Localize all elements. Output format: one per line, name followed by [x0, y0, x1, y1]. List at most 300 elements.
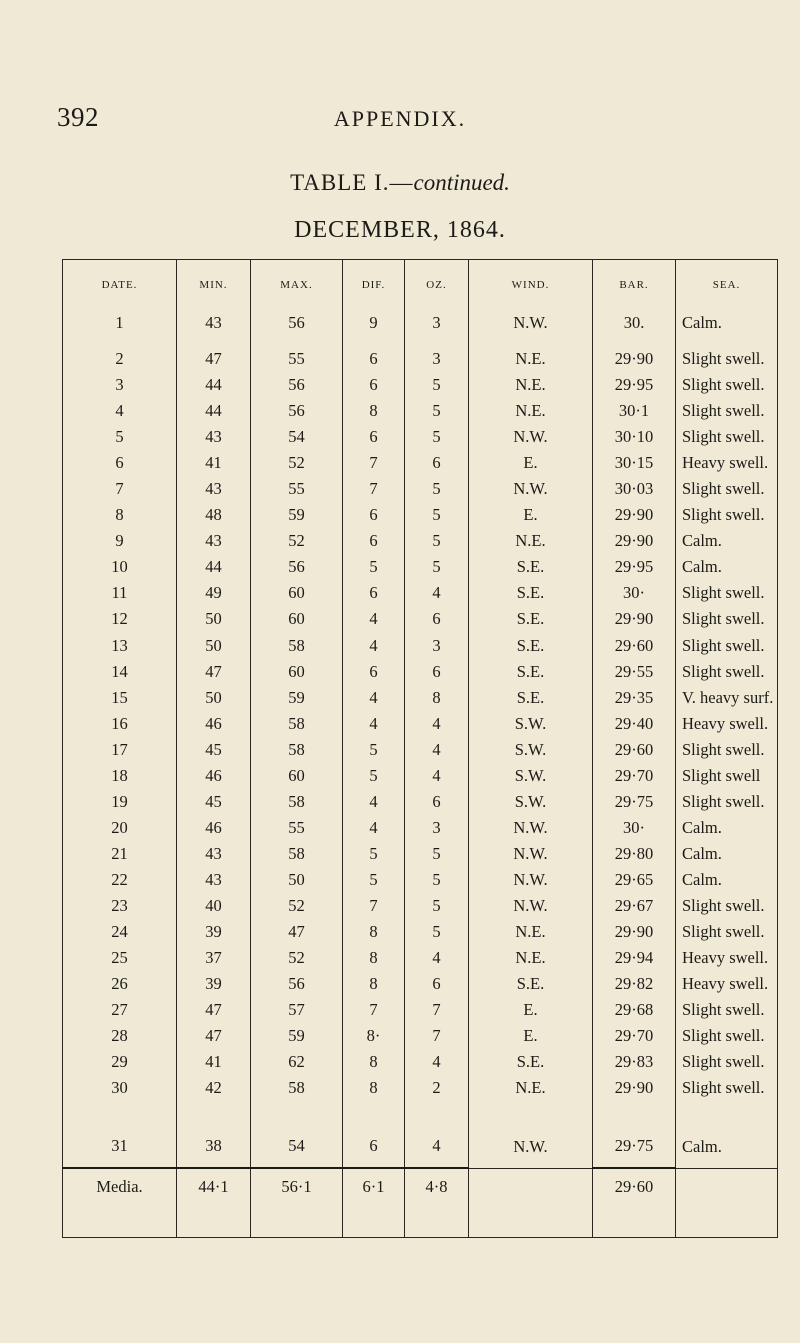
cell-date: 8	[63, 502, 177, 528]
cell-oz: 4	[405, 945, 469, 971]
cell-bar: 29·60	[593, 737, 676, 763]
cell-max: 58	[251, 711, 343, 737]
table-title	[0, 170, 800, 196]
cell-bar: 29·90	[593, 528, 676, 554]
table-row	[63, 685, 778, 711]
cell-bar: 29·90	[593, 1075, 676, 1101]
cell-bar: 29·65	[593, 867, 676, 893]
month-title: DECEMBER, 1864.	[294, 217, 506, 243]
cell-bar: 29·90	[593, 346, 676, 372]
cell-bar: 30·03	[593, 476, 676, 502]
cell-wind: N.W.	[469, 867, 593, 893]
cell-sea: Heavy swell.	[676, 450, 778, 476]
cell-wind: N.W.	[469, 841, 593, 867]
cell-sea: Calm.	[676, 528, 778, 554]
cell-wind: S.W.	[469, 737, 593, 763]
table-row	[63, 372, 778, 398]
cell-sea: Calm.	[676, 815, 778, 841]
media-sea	[676, 1168, 778, 1238]
cell-max: 52	[251, 893, 343, 919]
cell-bar: 29·67	[593, 893, 676, 919]
cell-date: 13	[63, 633, 177, 659]
cell-date: 21	[63, 841, 177, 867]
cell-bar: 30·1	[593, 398, 676, 424]
cell-sea: Slight swell.	[676, 919, 778, 945]
cell-min: 50	[177, 685, 251, 711]
table-row	[63, 502, 778, 528]
cell-dif: 6	[343, 1101, 405, 1168]
cell-dif: 4	[343, 789, 405, 815]
cell-max: 59	[251, 685, 343, 711]
cell-max: 56	[251, 971, 343, 997]
cell-sea: Calm.	[676, 310, 778, 346]
cell-oz: 5	[405, 502, 469, 528]
media-max: 56·1	[251, 1168, 343, 1238]
table-row	[63, 997, 778, 1023]
cell-sea: Slight swell.	[676, 606, 778, 632]
cell-max: 55	[251, 346, 343, 372]
table-row	[63, 711, 778, 737]
cell-sea: Slight swell.	[676, 789, 778, 815]
cell-date: 20	[63, 815, 177, 841]
cell-wind: N.E.	[469, 945, 593, 971]
cell-min: 43	[177, 528, 251, 554]
cell-max: 52	[251, 945, 343, 971]
cell-date: 30	[63, 1075, 177, 1101]
table-body	[63, 310, 778, 1168]
table-title-main: TABLE I.—	[290, 170, 414, 195]
cell-max: 59	[251, 502, 343, 528]
cell-max: 60	[251, 606, 343, 632]
cell-wind: N.W.	[469, 310, 593, 346]
cell-max: 60	[251, 580, 343, 606]
cell-wind: N.E.	[469, 346, 593, 372]
cell-dif: 7	[343, 997, 405, 1023]
table-title-continued: continued.	[413, 170, 510, 195]
cell-oz: 4	[405, 711, 469, 737]
cell-wind: E.	[469, 450, 593, 476]
cell-dif: 9	[343, 310, 405, 346]
cell-date: 6	[63, 450, 177, 476]
cell-oz: 3	[405, 310, 469, 346]
media-min: 44·1	[177, 1168, 251, 1238]
table-row	[63, 476, 778, 502]
cell-date: 2	[63, 346, 177, 372]
cell-min: 40	[177, 893, 251, 919]
cell-dif: 6	[343, 528, 405, 554]
cell-oz: 5	[405, 919, 469, 945]
table-row	[63, 528, 778, 554]
cell-max: 56	[251, 372, 343, 398]
table-row	[63, 1023, 778, 1049]
cell-max: 52	[251, 450, 343, 476]
cell-dif: 4	[343, 815, 405, 841]
cell-min: 48	[177, 502, 251, 528]
cell-oz: 5	[405, 398, 469, 424]
cell-date: 18	[63, 763, 177, 789]
cell-date: 24	[63, 919, 177, 945]
cell-oz: 5	[405, 528, 469, 554]
cell-dif: 5	[343, 554, 405, 580]
cell-max: 58	[251, 841, 343, 867]
cell-sea: Heavy swell.	[676, 945, 778, 971]
media-dif: 6·1	[343, 1168, 405, 1238]
table-row	[63, 893, 778, 919]
table-row	[63, 659, 778, 685]
table-row	[63, 346, 778, 372]
cell-min: 39	[177, 971, 251, 997]
cell-max: 60	[251, 763, 343, 789]
cell-max: 58	[251, 789, 343, 815]
table-row	[63, 580, 778, 606]
cell-min: 43	[177, 424, 251, 450]
cell-min: 46	[177, 711, 251, 737]
cell-bar: 30·15	[593, 450, 676, 476]
cell-oz: 4	[405, 1049, 469, 1075]
cell-sea: V. heavy surf.	[676, 685, 778, 711]
cell-oz: 3	[405, 815, 469, 841]
cell-date: 27	[63, 997, 177, 1023]
cell-date: 7	[63, 476, 177, 502]
cell-bar: 29·90	[593, 502, 676, 528]
cell-max: 55	[251, 476, 343, 502]
cell-bar: 29·80	[593, 841, 676, 867]
cell-max: 56	[251, 310, 343, 346]
table-header-row	[63, 260, 778, 311]
col-header-oz: OZ.	[405, 260, 469, 311]
cell-dif: 6	[343, 580, 405, 606]
cell-bar: 29·95	[593, 554, 676, 580]
cell-min: 46	[177, 763, 251, 789]
cell-sea: Heavy swell.	[676, 971, 778, 997]
cell-min: 44	[177, 398, 251, 424]
weather-table	[62, 259, 778, 1238]
cell-wind: E.	[469, 1023, 593, 1049]
table-row	[63, 945, 778, 971]
table-row	[63, 1075, 778, 1101]
cell-oz: 5	[405, 893, 469, 919]
cell-date: 11	[63, 580, 177, 606]
cell-dif: 8	[343, 919, 405, 945]
cell-dif: 7	[343, 893, 405, 919]
cell-sea: Slight swell.	[676, 1075, 778, 1101]
cell-bar: 29·75	[593, 1101, 676, 1168]
table-row	[63, 1049, 778, 1075]
cell-wind: N.E.	[469, 919, 593, 945]
cell-min: 41	[177, 450, 251, 476]
cell-sea: Calm.	[676, 841, 778, 867]
table-row	[63, 841, 778, 867]
cell-max: 57	[251, 997, 343, 1023]
cell-date: 23	[63, 893, 177, 919]
cell-wind: N.E.	[469, 398, 593, 424]
cell-wind: S.E.	[469, 580, 593, 606]
cell-wind: N.W.	[469, 424, 593, 450]
cell-dif: 7	[343, 450, 405, 476]
cell-dif: 8	[343, 1075, 405, 1101]
cell-sea: Slight swell	[676, 763, 778, 789]
cell-wind: S.W.	[469, 763, 593, 789]
cell-oz: 6	[405, 971, 469, 997]
cell-date: 26	[63, 971, 177, 997]
cell-max: 58	[251, 1075, 343, 1101]
cell-oz: 5	[405, 867, 469, 893]
cell-bar: 29·55	[593, 659, 676, 685]
col-header-dif: DIF.	[343, 260, 405, 311]
cell-min: 46	[177, 815, 251, 841]
page-number: 392	[57, 102, 99, 132]
col-header-min: MIN.	[177, 260, 251, 311]
cell-date: 15	[63, 685, 177, 711]
cell-sea: Calm.	[676, 867, 778, 893]
cell-wind: N.W.	[469, 893, 593, 919]
cell-min: 38	[177, 1101, 251, 1168]
cell-bar: 30.	[593, 310, 676, 346]
media-label: Media.	[63, 1168, 177, 1238]
cell-min: 47	[177, 1023, 251, 1049]
cell-wind: S.E.	[469, 1049, 593, 1075]
table-row	[63, 971, 778, 997]
cell-dif: 5	[343, 763, 405, 789]
cell-min: 41	[177, 1049, 251, 1075]
cell-oz: 7	[405, 1023, 469, 1049]
cell-oz: 3	[405, 346, 469, 372]
cell-oz: 3	[405, 633, 469, 659]
cell-oz: 4	[405, 1101, 469, 1168]
cell-min: 43	[177, 841, 251, 867]
cell-oz: 5	[405, 372, 469, 398]
cell-max: 52	[251, 528, 343, 554]
cell-bar: 30·	[593, 815, 676, 841]
cell-wind: E.	[469, 502, 593, 528]
cell-sea: Slight swell.	[676, 659, 778, 685]
cell-max: 58	[251, 737, 343, 763]
cell-date: 4	[63, 398, 177, 424]
cell-min: 42	[177, 1075, 251, 1101]
cell-oz: 5	[405, 424, 469, 450]
cell-max: 50	[251, 867, 343, 893]
cell-dif: 5	[343, 867, 405, 893]
cell-sea: Slight swell.	[676, 398, 778, 424]
cell-date: 17	[63, 737, 177, 763]
cell-min: 44	[177, 372, 251, 398]
cell-sea: Slight swell.	[676, 476, 778, 502]
table-row	[63, 310, 778, 346]
cell-dif: 8	[343, 945, 405, 971]
cell-sea: Heavy swell.	[676, 711, 778, 737]
cell-date: 9	[63, 528, 177, 554]
col-header-sea: SEA.	[676, 260, 778, 311]
cell-min: 39	[177, 919, 251, 945]
cell-sea: Slight swell.	[676, 424, 778, 450]
cell-oz: 5	[405, 476, 469, 502]
cell-dif: 6	[343, 346, 405, 372]
cell-max: 59	[251, 1023, 343, 1049]
cell-oz: 7	[405, 997, 469, 1023]
cell-wind: N.E.	[469, 372, 593, 398]
cell-max: 62	[251, 1049, 343, 1075]
cell-sea: Slight swell.	[676, 633, 778, 659]
cell-bar: 29·90	[593, 606, 676, 632]
cell-bar: 30·	[593, 580, 676, 606]
cell-sea: Slight swell.	[676, 372, 778, 398]
cell-wind: S.E.	[469, 606, 593, 632]
cell-max: 56	[251, 554, 343, 580]
cell-dif: 8·	[343, 1023, 405, 1049]
cell-date: 14	[63, 659, 177, 685]
cell-dif: 7	[343, 476, 405, 502]
cell-wind: E.	[469, 997, 593, 1023]
cell-wind: S.E.	[469, 685, 593, 711]
cell-oz: 6	[405, 789, 469, 815]
cell-date: 29	[63, 1049, 177, 1075]
col-header-wind: WIND.	[469, 260, 593, 311]
cell-wind: S.E.	[469, 633, 593, 659]
table-row	[63, 789, 778, 815]
cell-dif: 4	[343, 633, 405, 659]
cell-bar: 29·83	[593, 1049, 676, 1075]
cell-date: 25	[63, 945, 177, 971]
cell-dif: 8	[343, 1049, 405, 1075]
cell-min: 50	[177, 633, 251, 659]
cell-oz: 6	[405, 606, 469, 632]
cell-oz: 5	[405, 841, 469, 867]
cell-wind: N.E.	[469, 528, 593, 554]
cell-sea: Slight swell.	[676, 1049, 778, 1075]
cell-min: 47	[177, 659, 251, 685]
cell-max: 56	[251, 398, 343, 424]
cell-dif: 5	[343, 737, 405, 763]
cell-sea: Slight swell.	[676, 737, 778, 763]
cell-min: 45	[177, 789, 251, 815]
cell-sea: Slight swell.	[676, 346, 778, 372]
table-row	[63, 1101, 778, 1168]
cell-min: 47	[177, 997, 251, 1023]
cell-bar: 29·60	[593, 633, 676, 659]
cell-min: 37	[177, 945, 251, 971]
cell-date: 1	[63, 310, 177, 346]
cell-wind: S.W.	[469, 789, 593, 815]
cell-bar: 29·82	[593, 971, 676, 997]
cell-bar: 29·75	[593, 789, 676, 815]
table-row	[63, 867, 778, 893]
cell-oz: 8	[405, 685, 469, 711]
cell-oz: 6	[405, 659, 469, 685]
cell-date: 5	[63, 424, 177, 450]
cell-bar: 29·70	[593, 1023, 676, 1049]
cell-bar: 29·70	[593, 763, 676, 789]
media-row	[63, 1168, 778, 1238]
cell-bar: 29·68	[593, 997, 676, 1023]
cell-min: 47	[177, 346, 251, 372]
cell-dif: 6	[343, 659, 405, 685]
cell-wind: S.E.	[469, 554, 593, 580]
cell-date: 10	[63, 554, 177, 580]
cell-bar: 29·95	[593, 372, 676, 398]
cell-max: 60	[251, 659, 343, 685]
cell-date: 12	[63, 606, 177, 632]
cell-date: 3	[63, 372, 177, 398]
cell-dif: 8	[343, 971, 405, 997]
cell-oz: 2	[405, 1075, 469, 1101]
cell-dif: 6	[343, 502, 405, 528]
cell-wind: N.W.	[469, 476, 593, 502]
weather-table-container	[62, 259, 777, 1238]
cell-wind: N.W.	[469, 815, 593, 841]
cell-wind: S.W.	[469, 711, 593, 737]
table-row	[63, 815, 778, 841]
cell-min: 44	[177, 554, 251, 580]
cell-bar: 29·94	[593, 945, 676, 971]
col-header-date: DATE.	[63, 260, 177, 311]
cell-sea: Slight swell.	[676, 997, 778, 1023]
table-row	[63, 737, 778, 763]
cell-wind: S.E.	[469, 659, 593, 685]
cell-wind: N.W.	[469, 1101, 593, 1168]
table-row	[63, 633, 778, 659]
cell-wind: S.E.	[469, 971, 593, 997]
table-row	[63, 424, 778, 450]
cell-max: 58	[251, 633, 343, 659]
media-wind	[469, 1168, 593, 1238]
table-row	[63, 763, 778, 789]
cell-bar: 29·40	[593, 711, 676, 737]
col-header-max: MAX.	[251, 260, 343, 311]
cell-min: 43	[177, 310, 251, 346]
cell-oz: 5	[405, 554, 469, 580]
cell-sea: Slight swell.	[676, 1023, 778, 1049]
table-row	[63, 919, 778, 945]
cell-min: 43	[177, 476, 251, 502]
cell-date: 16	[63, 711, 177, 737]
cell-max: 47	[251, 919, 343, 945]
cell-oz: 4	[405, 763, 469, 789]
cell-sea: Slight swell.	[676, 502, 778, 528]
cell-sea: Calm.	[676, 1101, 778, 1168]
running-head: APPENDIX.	[333, 106, 467, 131]
cell-sea: Slight swell.	[676, 893, 778, 919]
cell-wind: N.E.	[469, 1075, 593, 1101]
cell-dif: 6	[343, 424, 405, 450]
table-row	[63, 450, 778, 476]
cell-oz: 6	[405, 450, 469, 476]
cell-date: 31	[63, 1101, 177, 1168]
cell-bar: 29·90	[593, 919, 676, 945]
media-bar: 29·60	[593, 1168, 676, 1238]
col-header-bar: BAR.	[593, 260, 676, 311]
cell-bar: 30·10	[593, 424, 676, 450]
cell-date: 22	[63, 867, 177, 893]
cell-max: 54	[251, 424, 343, 450]
cell-dif: 6	[343, 372, 405, 398]
cell-max: 54	[251, 1101, 343, 1168]
cell-dif: 5	[343, 841, 405, 867]
cell-min: 45	[177, 737, 251, 763]
table-row	[63, 606, 778, 632]
cell-date: 19	[63, 789, 177, 815]
table-row	[63, 398, 778, 424]
cell-dif: 4	[343, 685, 405, 711]
cell-min: 43	[177, 867, 251, 893]
cell-oz: 4	[405, 580, 469, 606]
cell-date: 28	[63, 1023, 177, 1049]
cell-dif: 4	[343, 711, 405, 737]
cell-dif: 8	[343, 398, 405, 424]
cell-sea: Slight swell.	[676, 580, 778, 606]
media-oz: 4·8	[405, 1168, 469, 1238]
cell-oz: 4	[405, 737, 469, 763]
cell-sea: Calm.	[676, 554, 778, 580]
